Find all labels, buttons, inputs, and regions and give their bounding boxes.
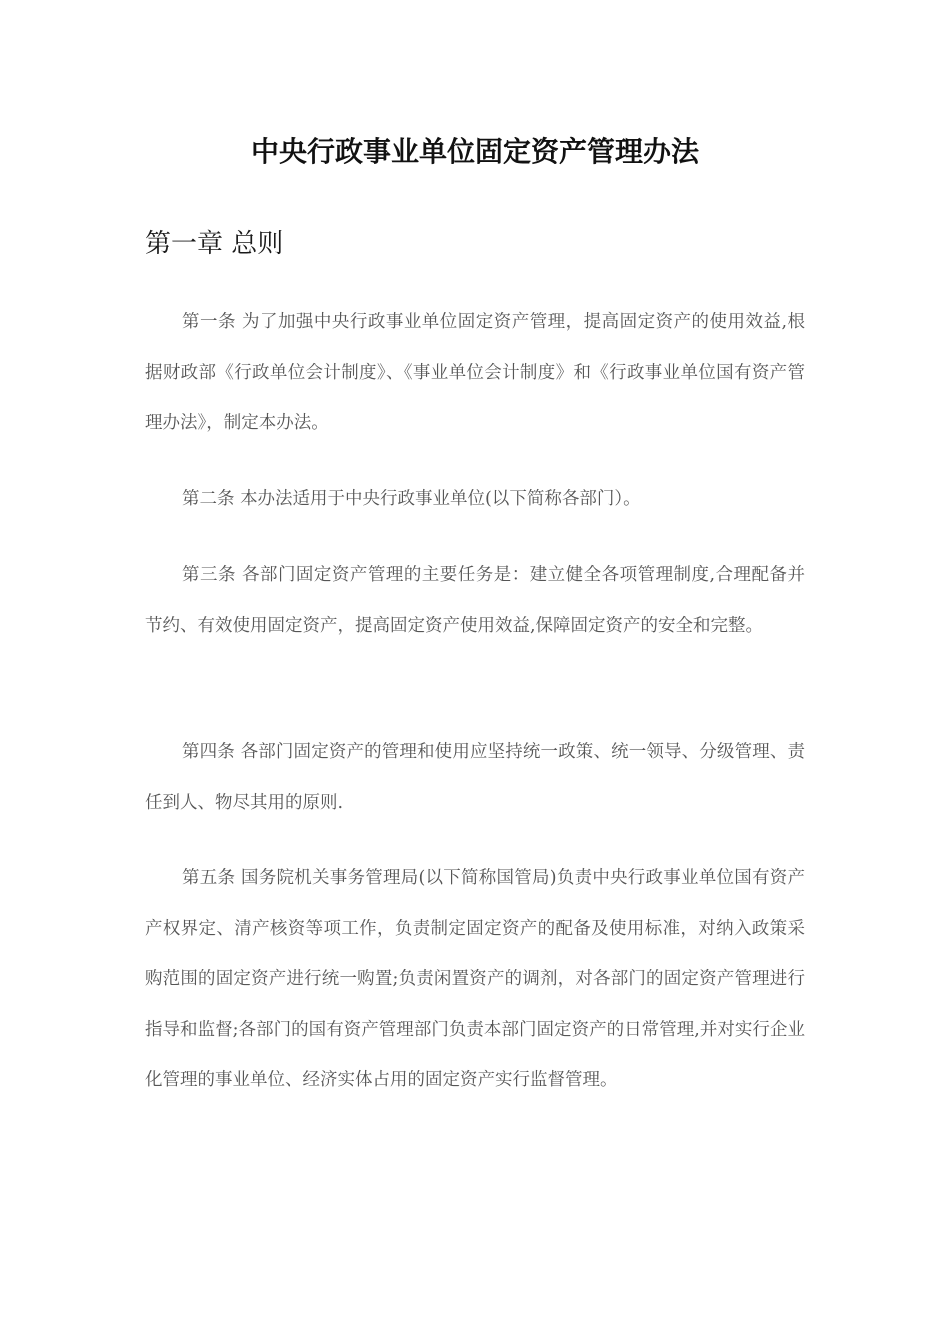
- chapter-heading: 第一章 总则: [145, 229, 284, 259]
- article-4: 第四条 各部门固定资产的管理和使用应坚持统一政策、统一领导、分级管理、责任到人、物尽其用的原则.: [145, 742, 805, 813]
- document-title: 中央行政事业单位固定资产管理办法: [250, 135, 699, 168]
- article-3: 第三条 各部门固定资产管理的主要任务是：建立健全各项管理制度,合理配备并节约、有效使用固定资产，提高固定资产使用效益,保障固定资产的安全和完整。: [145, 565, 805, 636]
- article-5: 第五条 国务院机关事务管理局(以下简称国管局)负责中央行政事业单位国有资产产权界定、清产核资等项工作，负责制定固定资产的配备及使用标准，对纳入政策采购范围的固定资产进行统一购置;负责闲置资产的调剂，对各部门的固定资产管理进行指导和监督;各部门的国有资产管理部门负责本部门固定资产的日常管理,并对实行企业化管理的事业单位、经济实体占用的固定资产实行监督管理。: [145, 868, 805, 1090]
- article-1: 第一条 为了加强中央行政事业单位固定资产管理，提高固定资产的使用效益,根据财政部《行政单位会计制度》、《事业单位会计制度》和《行政事业单位国有资产管理办法》，制定本办法。: [145, 312, 805, 433]
- article-2: 第二条 本办法适用于中央行政事业单位(以下简称各部门）。: [182, 489, 641, 509]
